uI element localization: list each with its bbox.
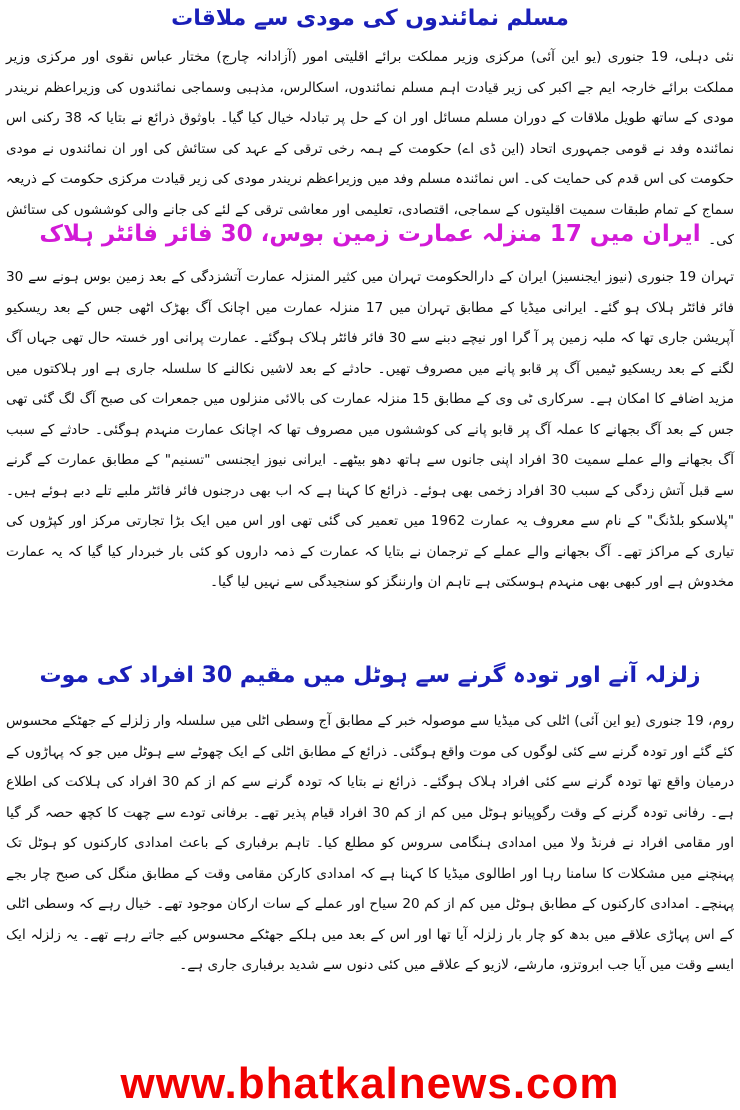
- website-footer: www.bhatkalnews.com: [120, 1059, 620, 1108]
- article-italy-earthquake-body: روم، 19 جنوری (یو این آئی) اٹلی کی میڈیا سے موصولہ خبر کے مطابق آج وسطی اٹلی میں سلسلہ وار زلزلے کے جھٹکے محسوس کئے گئے اور تودہ گرنے سے کئی لوگوں کی موت واقع ہوگئی۔ ذرائع کے مطابق اٹلی کے ایک چھوٹے سے ہوٹل میں جو کہ پہاڑوں کے درمیان واقع تھا تودہ گرنے سے کئی افراد ہلاک ہوگئے۔ ذرائع نے بتایا کہ تودہ گرنے سے کم از کم 30 افراد کی ہلاکت کی اطلاع ہے۔ رفانی تودہ گرنے کے وقت رگوپیانو ہوٹل میں کم از کم 30 افراد قیام پذیر تھے۔ برفانی تودے سے چھت کا کچھ حصہ گر گیا اور مقامی افراد نے فرنڈ ولا میں امدادی ہنگامی سروس کو مطلع کیا۔ تاہم برفباری کے باعث امدادی کارکنوں کو ہوٹل تک پہنچنے میں مشکلات کا سامنا رہا اور اطالوی میڈیا کا کہنا ہے کہ امدادی کارکن مقامی وقت کے مطابق منگل کی صبح چار بجے پہنچے۔ امدادی کارکنوں کے مطابق ہوٹل میں کم از کم 20 سیاح اور عملے کے سات ارکان موجود تھے۔ خیال رہے کہ وسطی اٹلی کے اس پہاڑی علاقے میں بدھ کو چار بار زلزلہ آیا تھا اور اس کے بعد میں ہلکے جھٹکے محسوس کیے جاتے رہے تھے۔ یہ زلزلہ ایک ایسے وقت میں آیا جب ابروتزو، مارشے، لازیو کے علاقے میں کئی دنوں سے شدید برفباری جاری ہے۔: [6, 713, 735, 973]
- headline-iran-building-collapse: ایران میں 17 منزلہ عمارت زمین بوس، 30 فائر فائٹر ہلاک: [39, 221, 701, 247]
- headline-italy-earthquake-avalanche: زلزلہ آنے اور تودہ گرنے سے ہوٹل میں مقیم 30 افراد کی موت: [39, 663, 701, 688]
- headline-muslim-delegation-modi: مسلم نمائندوں کی مودی سے ملاقات: [171, 6, 569, 31]
- article-iran-building-body: تہران 19 جنوری (نیوز ایجنسیز) ایران کے دارالحکومت تہران میں کثیر المنزلہ عمارت آتشزدگی کے بعد زمین بوس ہونے سے 30 فائر فائٹر ہلاک ہو گئے۔ ایرانی میڈیا کے مطابق تہران میں 17 منزلہ عمارت میں اچانک آگ بھڑک اٹھی جس کے بعد ریسکیو آپریشن جاری تھا کہ ملبہ زمین پر آ گرا اور نیچے دبنے سے 30 فائر فائٹر ہلاک ہوگئے۔ عمارت پرانی اور خستہ حال تھی جہاں آگ لگنے کے بعد ریسکیو ٹیمیں آگ پر قابو پانے میں مصروف تھیں۔ حادثے کے بعد لاشیں نکالنے کا سلسلہ جاری ہے اور ہلاکتوں میں مزید اضافے کا امکان ہے۔ سرکاری ٹی وی کے مطابق 15 منزلہ عمارت کی بالائی منزلوں میں جمعرات کی صبح آگ لگ گئی تھی جس کے بعد آگ بجھانے کا عملہ آگ پر قابو پانے کی کوششوں میں مصروف تھا کہ اچانک عمارت منہدم ہوگئی۔ حادثے کے سبب آگ بجھانے والے عملے سمیت 30 افراد اپنی جانوں سے ہاتھ دھو بیٹھے۔ ایرانی نیوز ایجنسی "تسنیم" کے مطابق عمارت کے گرنے سے قبل آتش زدگی کے سبب 30 افراد زخمی بھی ہوئے۔ ذرائع کا کہنا ہے کہ اب بھی درجنوں فائر فائٹر ملبے تلے دبے ہوئے ہیں۔ "پلاسکو بلڈنگ" کے نام سے معروف یہ عمارت 1962 میں تعمیر کی گئی تھی اور اس میں ایک بڑا تجارتی مرکز اور کپڑوں کی تیاری کے مراکز تھے۔ آگ بجھانے والے عملے کے ترجمان نے بتایا کہ عمارت کے ذمہ داروں کو کئی بار خبردار کیا گیا کہ یہ عمارت مخدوش ہے اور کبھی بھی منہدم ہوسکتی ہے تاہم ان وارننگز کو سنجیدگی سے نہیں لیا گیا۔: [6, 269, 734, 590]
- article-muslim-delegation-body: نئی دہلی، 19 جنوری (یو این آئی) مرکزی وزیر مملکت برائے اقلیتی امور (آزادانہ چارج) مختار عباس نقوی اور مرکزی وزیر مملکت برائے خارجہ ایم جے اکبر کی زیر قیادت اہم مسلم نمائندوں، اسکالرس، مذہبی وسماجی نمائندوں کی وزیراعظم نریندر مودی کے ساتھ طویل ملاقات کے دوران مسلم مسائل اور ان کے حل پر تبادلہ خیال کیا گیا۔ باوثوق ذرائع نے بتایا کہ 38 رکنی اس نمائندہ وفد نے قومی جمہوری اتحاد (این ڈی اے) حکومت کے ہمہ رخی ترقی کے عہد کی ستائش کی اور ان نمائندوں نے مودی حکومت کی اس قدم کی حمایت کی۔ اس نمائندہ مسلم وفد میں وزیراعظم نریندر مودی کی زیر قیادت مرکزی حکومت کے ذریعہ سماج کے تمام طبقات سمیت اقلیتوں کے سماجی، اقتصادی، تعلیمی اور معاشی ترقی کے لئے کی جانے والی کوششوں کی ستائش کی۔: [6, 49, 734, 248]
